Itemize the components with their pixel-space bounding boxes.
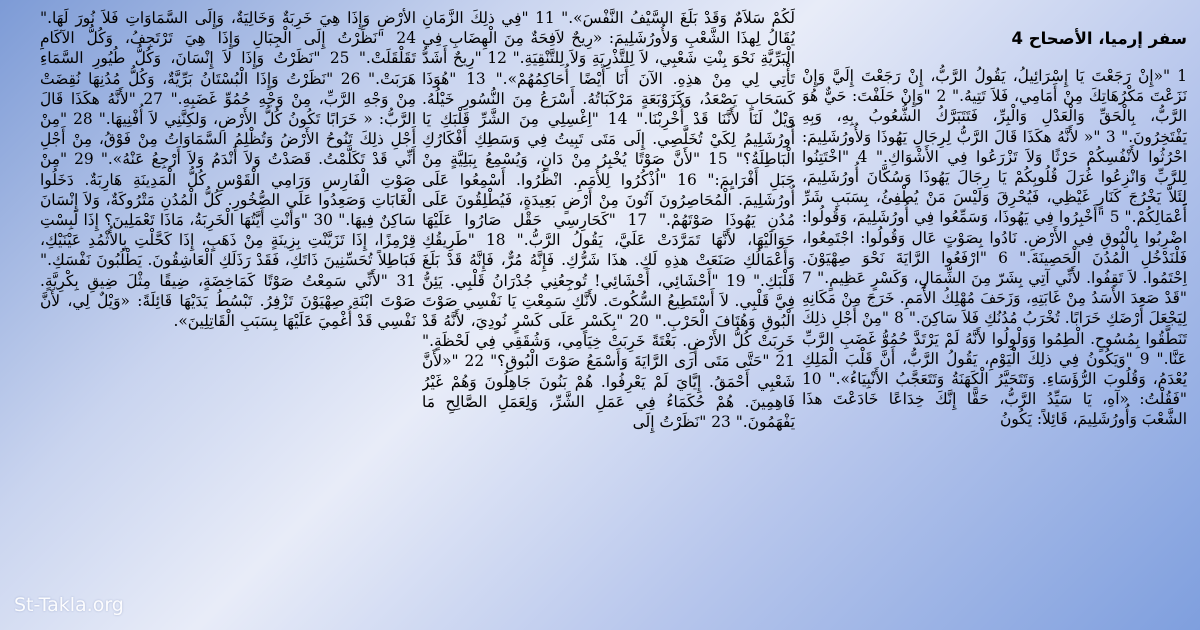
column-text: 1 "«إِنْ رَجَعْتَ يَا إِسْرَائِيلُ، يَقُولُ الرَّبُّ، إِنْ رَجَعْتَ إِلَيَّ وَإِنْ نَزَعْتَ مَكْرُهَاتِكَ مِنْ أَمَامِي، فَلاَ تَتِيهُ." 2 "وَإِنْ حَلَفْتَ: حَيٌّ هُوَ الرَّبُّ، بِالْحَقِّ وَالْعَدْلِ وَالْبِرِّ، فَتَتَبَرَّكُ الشُّعُوبُ بِهِ، وَبِهِ يَفْتَخِرُونَ." 3 "« لأَنَّهُ هكَذَا قَالَ الرَّبُّ لِرِجَالِ يَهُوذَا وَلأُورُشَلِيمَ: احْرُثُوا لأَنْفُسِكُمْ حَرْثًا وَلاَ تَزْرَعُوا فِي الأَشْوَاكِ." 4 "اخْتَتِنُوا لِلرَّبِّ وَانْزِعُوا غُرَلَ قُلُوبِكُمْ يَا رِجَالَ يَهُوذَا وَسُكَّانَ أُورُشَلِيمَ، لِئَلاَّ يَخْرُجَ كَنَارٍ غَيْظِي، فَيُحْرِقَ وَلَيْسَ مَنْ يُطْفِئُ، بِسَبَبِ شَرِّ أَعْمَالِكُمْ." 5 "أَخْبِرُوا فِي يَهُوذَا، وَسَمِّعُوا فِي أُورُشَلِيمَ، وَقُولُوا: اضْرِبُوا بِالْبُوقِ فِي الأَرْضِ. نَادُوا بِصَوْتٍ عَال وَقُولُوا: اجْتَمِعُوا، فَلْنَدْخُلِ الْمُدُنَ الْحَصِينَةَ." 6 "ارْفَعُوا الرَّايَةَ نَحْوَ صِهْيَوْنَ. اِحْتَمُوا. لاَ تَقِفُوا. لأَنِّي آتِي بِشَرّ مِنَ الشِّمَالِ، وَكَسْرٍ عَظِيمٍ." 7 "قَدْ صَعِدَ الأَسَدُ مِنْ غَابَتِهِ، وَزَحَفَ مُهْلِكُ الأُمَمِ. خَرَجَ مِنْ مَكَانِهِ لِيَجْعَلَ أَرْضَكِ خَرَابًا. تُخْرَبُ مُدُنُكِ فَلاَ سَاكِنَ." 8 "مِنْ أَجْلِ ذلِكَ تَنَطَّقُوا بِمُسُوحٍ. الْطِمُوا وَوَلْوِلُوا لأَنَّهُ لَمْ يَرْتَدَّ حُمُوُّ غَضَبِ الرَّبِّ عَنَّا." 9 "وَيَكُونُ فِي ذلِكَ الْيَوْمِ، يَقُولُ الرَّبُّ، أَنَّ قَلْبَ الْمَلِكِ يُعْدَمُ، وَقُلُوبَ الرُّؤَسَاءِ. وَتَتَحَيَّرُ الْكَهَنَةُ وَتَتَعَجَّبُ الأَنْبِيَاءُ»." 10 "فَقُلْتُ: «آهِ، يَا سَيِّدُ الرَّبُّ، حَقًّا إِنَّكَ خِدَاعًا خَادَعْتَ هذَا الشَّعْبَ وَأُورُشَلِيمَ، قَائِلاً: يَكُونُ <box>802 67 1187 429</box>
column-text: لَكُمْ سَلاَمٌ وَقَدْ بَلَغَ السَّيْفُ النَّفْسَ»." 11 "فِي ذلِكَ الزَّمَانِ يُقَالُ لِهذَا الشَّعْبِ وَلأُورُشَلِيمَ: «رِيحٌ لاَفِحَةٌ مِنَ الْهِضَابِ فِي الْبَرِّيَّةِ نَحْوَ بِنْتِ شَعْبِي، لاَ لِلتَّذْرِيَةِ وَلاَ لِلتَّنْقِيَةِ." 12 "رِيحٌ أَشَدُّ تَأْتِي لِي مِنْ هذِهِ. الآنَ أَنَا أَيْضًا أُحَاكِمُهُمْ»." 13 "هُوَذَا كَسَحَابٍ يَصْعَدُ، وَكَزَوْبَعَةٍ مَرْكَبَاتُهُ. أَسْرَعُ مِنَ النُّسُورِ خَيْلُهُ. وَيْلٌ لَنَا لأَنَّنَا قَدْ أُخْرِبْنَا." 14 "اِغْسِلِي مِنَ الشَّرِّ قَلْبَكِ يَا أُورُشَلِيمُ لِكَيْ تُخَلَّصِي. إِلَى مَتَى تَبِيتُ فِي وَسَطِكِ أَفْكَارُكِ الْبَاطِلَةُ؟" 15 "لأَنَّ صَوْتًا يُخْبِرُ مِنْ دَانٍ، وَيُسْمِعُ بِبَلِيَّةٍ مِنْ جَبَلِ أَفْرَايِمَ:" 16 "اُذْكُرُوا لِلأُمَمِ. انْظُرُوا. أَسْمِعُوا عَلَى أُورُشَلِيمَ. الْمُحَاصِرُونَ آتُونَ مِنْ أَرْضٍ بَعِيدَةٍ، فَيُطْلِقُونَ عَلَى مُدُنِ يَهُوذَا صَوْتَهُمْ." 17 "كَحَارِسِي حَقْل صَارُوا عَلَيْهَا حَوَالَيْهَا، لأَنَّهَا تَمَرَّدَتْ عَلَيَّ، يَقُولُ الرَّبُّ." 18 "طَرِيقُكِ وَأَعْمَالُكِ صَنَعَتْ هذِهِ لَكِ. هذَا شَرُّكِ. فَإِنَّهُ مُرٌّ، فَإِنَّهُ قَدْ بَلَغَ قَلْبَكِ." 19 "أَحْشَائِي، أَحْشَائِي! تُوجِعُنِي جُدْرَانُ قَلْبِي. يَئِنُّ فِيَّ قَلْبِي. لاَ أَسْتَطِيعُ السُّكُوتَ. لأَنَّكِ سَمِعْتِ يَا نَفْسِي صَوْتَ الْبُوقِ وَهُتَافَ الْحَرْبِ." 20 "بِكَسْرٍ عَلَى كَسْرٍ نُودِيَ، لأَنَّهُ قَدْ خَرِبَتْ كُلُّ الأَرْضِ. بَغْتَةً خَرِبَتْ خِيَامِي، وَشُقَقِي فِي لَحْظَةٍ." 21 "حَتَّى مَتَى أَرَى الرَّايَةَ وَأَسْمَعُ صَوْتَ الْبُوقِ؟" 22 "«لأَنَّ شَعْبِي أَحْمَقُ. إِيَّايَ لَمْ يَعْرِفُوا. هُمْ بَنُونَ جَاهِلُونَ وَهُمْ غَيْرُ فَاهِمِينَ. هُمْ حُكَمَاءُ فِي عَمَلِ الشَّرِّ، وَلِعَمَلِ الصَّالِحِ مَا يَفْهَمُونَ." 23 "نَظَرْتُ إِلَى <box>422 9 795 432</box>
chapter-title: سفر إرميا، الأصحاح 4 <box>1011 29 1187 48</box>
text-column-right <box>802 8 1187 620</box>
text-column-middle <box>422 8 795 620</box>
column-text: الأَرْضِ وَإِذَا هِيَ خَرِبَةٌ وَخَالِيَةٌ، وَإِلَى السَّمَاوَاتِ فَلاَ نُورَ لَهَا." 24 "نَظَرْتُ إِلَى الْجِبَالِ وَإِذَا هِيَ تَرْتَجِفُ، وَكُلُّ الآكَامِ تَقَلْقَلَتْ." 25 "نَظَرْتُ وَإِذَا لاَ إِنْسَانَ، وَكُلُّ طُيُورِ السَّمَاءِ هَرَبَتْ." 26 "نَظَرْتُ وَإِذَا الْبُسْتَانُ بَرِّيَّةٌ، وَكُلُّ مُدُنِهَا نُقِضَتْ مِنْ وَجْهِ الرَّبِّ، مِنْ وَجْهِ حُمُوِّ غَضَبِهِ." 27 "لأَنَّهُ هكَذَا قَالَ الرَّبُّ: « خَرَابًا تَكُونُ كُلُّ الأَرْضِ، وَلكِنَّنِي لاَ أُفْنِيهَا." 28 "مِنْ أَجْلِ ذلِكَ تَنُوحُ الأَرْضُ وَتُظْلِمُ السَّمَاوَاتُ مِنْ فَوْقُ، مِنْ أَجْلِ أَنِّي قَدْ تَكَلَّمْتُ. قَصَدْتُ وَلاَ أَنْدَمُ وَلاَ أَرْجِعُ عَنْهُ»." 29 "مِنْ صَوْتِ الْفَارِسِ وَرَامِي الْقَوْسِ كُلُّ الْمَدِينَةِ هَارِبَةٌ. دَخَلُوا الْغَابَاتِ وَصَعِدُوا عَلَى الصُّخُورِ. كُلُّ الْمُدُنِ مَتْرُوكَةٌ، وَلاَ إِنْسَانَ سَاكِنٌ فِيهَا." 30 "وَأَنْتِ أَيَّتُهَا الْخَرِبَةُ، مَاذَا تَعْمَلِينَ؟ إِذَا لَبِسْتِ قِرْمِزًا، إِذَا تَزَيَّنْتِ بِزِينَةٍ مِنْ ذَهَبٍ، إِذَا كَحَّلْتِ بِالأُثْمُدِ عَيْنَيْكِ، فَبَاطِلاً تُحَسِّنِينَ ذَاتَكِ، فَقَدْ رَذَلَكِ الْعَاشِقُونَ. يَطْلُبُونَ نَفْسَكِ." 31 "لأَنِّي سَمِعْتُ صَوْتًا كَمَاخِضَةٍ، ضِيقًا مِثْلَ ضِيقِ بِكْرِيَّةٍ. صَوْتَ ابْنَةِ صِهْيَوْنَ تَزْفِرُ. تَبْسُطُ يَدَيْهَا قَائِلَةً: «وَيْلٌ لِي، لأَنَّ نَفْسِي قَدْ أُغْمِيَ عَلَيْهَا بِسَبَبِ الْقَاتِلِينَ». <box>40 9 416 331</box>
text-column-left <box>40 8 416 620</box>
site-watermark: St-Takla.org <box>14 594 124 616</box>
